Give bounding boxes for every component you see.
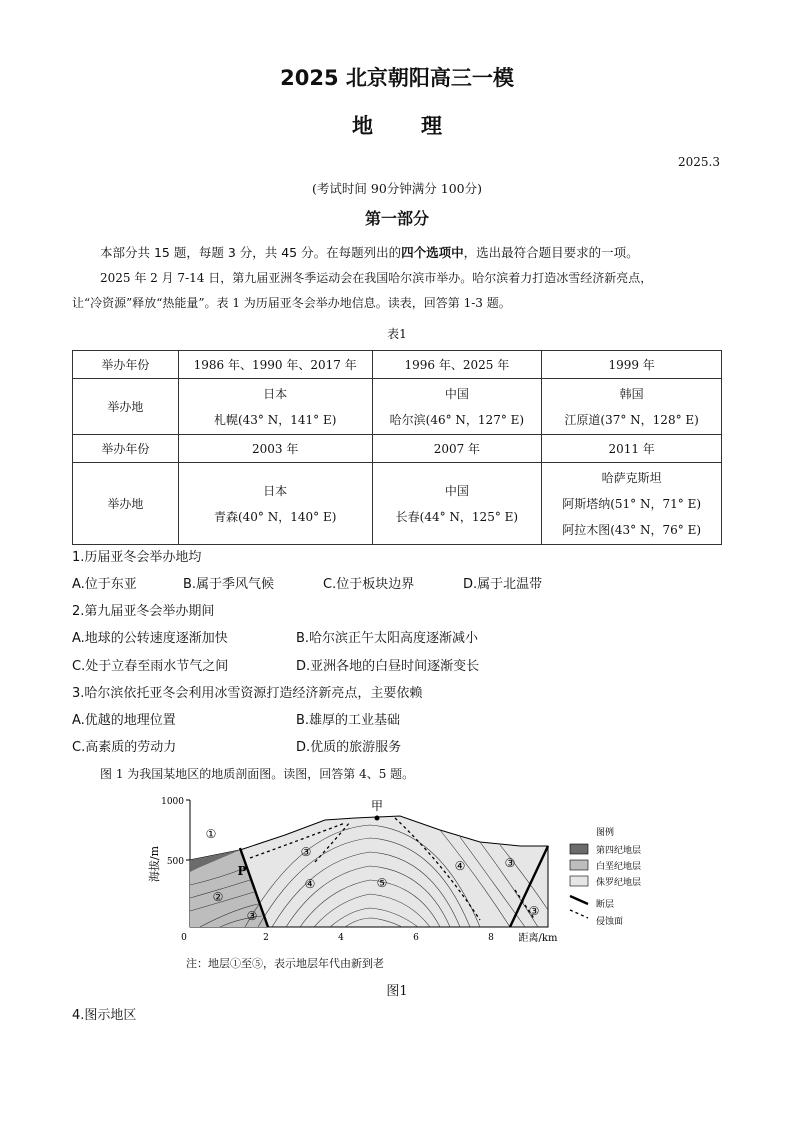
row-label: 举办年份	[73, 351, 179, 379]
x-tick-4: 4	[338, 933, 344, 943]
table-cell: 1996 年、2025 年	[372, 351, 542, 379]
option-1a[interactable]: A.位于东亚	[72, 577, 137, 592]
peak-label: 甲	[370, 799, 384, 813]
y-tick-1000: 1000	[161, 797, 184, 807]
y-axis-label: 海拔/m	[148, 845, 161, 883]
city: 江原道(37° N，128° E)	[564, 412, 699, 427]
option-2a[interactable]: A.地球的公转速度逐渐加快	[72, 631, 228, 646]
option-2c[interactable]: C.处于立春至雨水节气之间	[72, 659, 229, 674]
table-row	[73, 351, 722, 379]
subject-char-2: 理	[421, 114, 442, 138]
question-1-stem: 1.历届亚冬会举办地均	[72, 550, 202, 565]
x-axis-label: 距离/km	[518, 933, 558, 944]
country: 日本	[263, 483, 288, 498]
exam-duration: (考试时间 90分钟满分 100分)	[312, 181, 482, 196]
part-heading: 第一部分	[364, 209, 429, 228]
legend-fault-symbol	[570, 896, 588, 904]
figure-note: 注：地层①至⑤，表示地层年代由新到老	[186, 957, 384, 970]
country: 日本	[263, 386, 288, 401]
country: 中国	[444, 386, 469, 401]
layer-label-3: ③	[300, 845, 312, 859]
x-tick-0: 0	[181, 933, 187, 943]
layer-label-4: ④	[454, 859, 466, 873]
passage-line-2: 让“冷资源”释放“热能量”。表 1 为历届亚冬会举办地信息。读表，回答第 1-3 题。	[72, 296, 511, 310]
legend	[570, 826, 641, 927]
row-label: 举办地	[73, 463, 179, 545]
table-row	[73, 463, 722, 545]
city: 青森(40° N，140° E)	[213, 509, 337, 524]
legend-swatch-jurassic	[570, 876, 588, 886]
question-3-stem: 3.哈尔滨依托亚冬会利用冰雪资源打造经济新亮点，主要依赖	[72, 686, 423, 701]
option-3d[interactable]: D.优质的旅游服务	[296, 740, 402, 755]
table-cell: 1999 年	[542, 351, 722, 379]
figure-label: 图1	[386, 984, 408, 999]
option-3c[interactable]: C.高素质的劳动力	[72, 740, 177, 755]
option-2b[interactable]: B.哈尔滨正午太阳高度逐渐减小	[296, 631, 479, 646]
question-2-stem: 2.第九届亚冬会举办期间	[72, 604, 215, 619]
layer-label-3: ③	[528, 904, 540, 918]
legend-item: 断层	[596, 900, 615, 910]
legend-swatch-quaternary	[570, 844, 588, 854]
y-tick-500: 500	[166, 857, 184, 867]
subject-heading	[0, 110, 794, 140]
table-row	[73, 379, 722, 435]
host-table	[72, 350, 722, 545]
table-caption: 表1	[387, 327, 407, 341]
instructions-suffix: ，选出最符合题目要求的一项。	[463, 245, 639, 260]
legend-erosion-symbol	[570, 910, 588, 918]
figure-intro: 图 1 为我国某地区的地质剖面图。读图，回答第 4、5 题。	[100, 767, 415, 781]
instructions	[100, 243, 639, 261]
option-1b[interactable]: B.属于季风气候	[183, 577, 275, 592]
city: 阿拉木图(43° N，76° E)	[562, 522, 702, 537]
legend-title: 图例	[596, 828, 615, 838]
page-title: 2025 北京朝阳高三一模	[280, 66, 514, 90]
layer-label-5: ⑤	[376, 876, 388, 890]
table-cell	[542, 379, 722, 435]
city: 札幌(43° N，141° E)	[213, 412, 337, 427]
legend-item: 侏罗纪地层	[596, 878, 642, 888]
peak-marker	[375, 816, 380, 821]
option-1d[interactable]: D.属于北温带	[463, 577, 543, 592]
layer-label-2: ②	[212, 890, 224, 904]
city: 长春(44° N，125° E)	[395, 509, 519, 524]
option-1c[interactable]: C.位于板块边界	[323, 577, 415, 592]
country: 哈萨克斯坦	[601, 470, 662, 485]
table-cell: 2003 年	[178, 435, 372, 463]
layer-label-1: ①	[205, 827, 217, 841]
city: 哈尔滨(46° N，127° E)	[389, 412, 525, 427]
table-row	[73, 435, 722, 463]
question-4-stem: 4.图示地区	[72, 1008, 137, 1023]
table-cell	[542, 463, 722, 545]
country: 中国	[444, 483, 469, 498]
subject-char-1: 地	[352, 114, 373, 138]
instructions-bold: 四个选项中	[401, 245, 464, 260]
table-cell	[372, 463, 542, 545]
table-cell	[178, 463, 372, 545]
exam-date: 2025.3	[678, 155, 720, 169]
x-tick-2: 2	[263, 933, 269, 943]
table-cell: 2011 年	[542, 435, 722, 463]
legend-item: 第四纪地层	[596, 846, 642, 856]
geologic-cross-section	[140, 790, 670, 950]
legend-swatch-cretaceous	[570, 860, 588, 870]
x-tick-8: 8	[488, 933, 494, 943]
row-label: 举办年份	[73, 435, 179, 463]
layer-label-3: ③	[504, 856, 516, 870]
layer-label-3: ③	[246, 909, 258, 923]
country: 韩国	[619, 386, 644, 401]
option-3a[interactable]: A.优越的地理位置	[72, 713, 176, 728]
option-3b[interactable]: B.雄厚的工业基础	[296, 713, 401, 728]
table-cell	[178, 379, 372, 435]
point-p-label: P	[237, 864, 247, 878]
table-cell	[372, 379, 542, 435]
row-label: 举办地	[73, 379, 179, 435]
x-tick-6: 6	[413, 933, 419, 943]
legend-item: 白垩纪地层	[596, 862, 642, 872]
instructions-prefix: 本部分共 15 题，每题 3 分，共 45 分。在每题列出的	[100, 245, 402, 260]
option-2d[interactable]: D.亚洲各地的白昼时间逐渐变长	[296, 659, 480, 674]
passage-line-1: 2025 年 2 月 7-14 日，第九届亚洲冬季运动会在我国哈尔滨市举办。哈尔滨着力打造冰雪经济新亮点，	[100, 271, 653, 285]
table-cell: 1986 年、1990 年、2017 年	[178, 351, 372, 379]
city: 阿斯塔纳(51° N，71° E)	[562, 496, 702, 511]
table-cell: 2007 年	[372, 435, 542, 463]
layer-label-4: ④	[304, 877, 316, 891]
legend-item: 侵蚀面	[596, 917, 624, 927]
